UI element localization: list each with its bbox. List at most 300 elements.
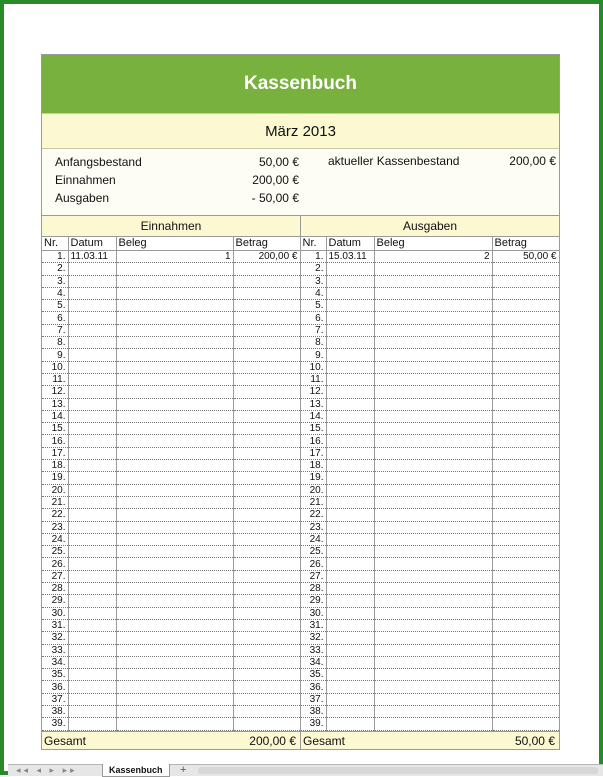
ausgaben-betrag-cell[interactable] <box>492 533 559 545</box>
einnahmen-betrag-cell[interactable] <box>233 632 300 644</box>
ausgaben-betrag-cell[interactable] <box>492 472 559 484</box>
ausgaben-betrag-cell[interactable] <box>492 349 559 361</box>
ausgaben-beleg-cell[interactable] <box>374 460 492 472</box>
ausgaben-beleg-cell[interactable] <box>374 656 492 668</box>
ausgaben-datum-cell[interactable] <box>326 681 374 693</box>
einnahmen-betrag-cell[interactable] <box>233 705 300 717</box>
einnahmen-datum-cell[interactable] <box>68 570 116 582</box>
einnahmen-beleg-cell[interactable] <box>116 546 233 558</box>
row-number: 29. <box>300 595 326 607</box>
ausgaben-beleg-cell[interactable] <box>374 546 492 558</box>
ausgaben-beleg-cell[interactable] <box>374 337 492 349</box>
ausgaben-beleg-cell[interactable] <box>374 373 492 385</box>
einnahmen-beleg-cell[interactable] <box>116 496 233 508</box>
einnahmen-datum-cell[interactable] <box>68 521 116 533</box>
einnahmen-beleg-cell[interactable] <box>116 386 233 398</box>
table-row <box>42 644 559 656</box>
einnahmen-datum-cell[interactable] <box>68 386 116 398</box>
ausgaben-beleg-cell[interactable] <box>374 607 492 619</box>
row-number: 6. <box>300 312 326 324</box>
einnahmen-betrag-cell[interactable] <box>233 312 300 324</box>
einnahmen-betrag-cell[interactable] <box>233 595 300 607</box>
table-row <box>42 619 559 631</box>
ausgaben-datum-cell[interactable] <box>326 447 374 459</box>
einnahmen-betrag-cell[interactable] <box>233 398 300 410</box>
einnahmen-betrag-cell[interactable] <box>233 718 300 730</box>
ausgaben-value[interactable]: - 50,00 € <box>251 191 299 205</box>
ausgaben-beleg-cell[interactable] <box>374 619 492 631</box>
einnahmen-total-value[interactable]: 200,00 € <box>249 733 296 748</box>
ausgaben-beleg-cell[interactable] <box>374 398 492 410</box>
ausgaben-datum-cell[interactable] <box>326 484 374 496</box>
ausgaben-betrag-cell[interactable] <box>492 312 559 324</box>
einnahmen-betrag-cell[interactable] <box>233 386 300 398</box>
ausgaben-beleg-cell[interactable] <box>374 595 492 607</box>
ausgaben-datum-cell[interactable] <box>326 373 374 385</box>
row-number: 15. <box>42 423 68 435</box>
ausgaben-datum-cell[interactable] <box>326 324 374 336</box>
ausgaben-betrag-cell[interactable]: 50,00 € <box>492 251 559 263</box>
einnahmen-datum-cell[interactable] <box>68 595 116 607</box>
ausgaben-datum-cell[interactable] <box>326 644 374 656</box>
einnahmen-betrag-cell[interactable] <box>233 521 300 533</box>
einnahmen-beleg-cell[interactable] <box>116 373 233 385</box>
einnahmen-beleg-cell[interactable] <box>116 472 233 484</box>
einnahmen-datum-cell[interactable]: 11.03.11 <box>68 251 116 263</box>
row-number: 35. <box>42 669 68 681</box>
ausgaben-betrag-cell[interactable] <box>492 644 559 656</box>
ausgaben-datum-cell[interactable] <box>326 583 374 595</box>
summary-block <box>42 148 559 215</box>
ausgaben-datum-cell[interactable] <box>326 693 374 705</box>
ausgaben-datum-cell[interactable] <box>326 632 374 644</box>
kassenbestand-value[interactable]: 200,00 € <box>509 154 556 168</box>
einnahmen-beleg-cell[interactable] <box>116 460 233 472</box>
gesamt-label: Gesamt <box>303 733 346 748</box>
ausgaben-betrag-cell[interactable] <box>492 669 559 681</box>
table-row <box>42 398 559 410</box>
ausgaben-beleg-cell[interactable] <box>374 324 492 336</box>
einnahmen-beleg-cell[interactable] <box>116 619 233 631</box>
ausgaben-beleg-cell[interactable] <box>374 447 492 459</box>
row-number: 12. <box>300 386 326 398</box>
einnahmen-betrag-cell[interactable] <box>233 324 300 336</box>
ausgaben-datum-cell[interactable] <box>326 460 374 472</box>
ausgaben-datum-cell[interactable] <box>326 410 374 422</box>
einnahmen-datum-cell[interactable] <box>68 275 116 287</box>
einnahmen-betrag-cell[interactable] <box>233 337 300 349</box>
ausgaben-beleg-cell[interactable] <box>374 521 492 533</box>
ausgaben-datum-cell[interactable] <box>326 312 374 324</box>
ausgaben-betrag-cell[interactable] <box>492 595 559 607</box>
ausgaben-betrag-cell[interactable] <box>492 324 559 336</box>
ausgaben-datum-cell[interactable] <box>326 521 374 533</box>
einnahmen-beleg-cell[interactable] <box>116 644 233 656</box>
einnahmen-betrag-cell[interactable] <box>233 619 300 631</box>
col-header-betrag: Betrag <box>233 237 300 251</box>
ausgaben-beleg-cell[interactable] <box>374 435 492 447</box>
ausgaben-betrag-cell[interactable] <box>492 423 559 435</box>
ausgaben-betrag-cell[interactable] <box>492 619 559 631</box>
einnahmen-betrag-cell[interactable] <box>233 373 300 385</box>
ausgaben-beleg-cell[interactable] <box>374 423 492 435</box>
einnahmen-beleg-cell[interactable] <box>116 509 233 521</box>
einnahmen-beleg-cell[interactable] <box>116 718 233 730</box>
ausgaben-betrag-cell[interactable] <box>492 484 559 496</box>
einnahmen-datum-cell[interactable] <box>68 669 116 681</box>
ausgaben-datum-cell[interactable] <box>326 595 374 607</box>
einnahmen-beleg-cell[interactable] <box>116 595 233 607</box>
row-number: 3. <box>42 275 68 287</box>
einnahmen-betrag-cell[interactable] <box>233 263 300 275</box>
einnahmen-value[interactable]: 200,00 € <box>252 173 299 187</box>
ausgaben-beleg-cell[interactable] <box>374 287 492 299</box>
einnahmen-betrag-cell[interactable] <box>233 460 300 472</box>
row-number: 27. <box>300 570 326 582</box>
ausgaben-betrag-cell[interactable] <box>492 607 559 619</box>
ausgaben-betrag-cell[interactable] <box>492 693 559 705</box>
ausgaben-beleg-cell[interactable] <box>374 275 492 287</box>
einnahmen-betrag-cell[interactable] <box>233 509 300 521</box>
einnahmen-datum-cell[interactable] <box>68 583 116 595</box>
ausgaben-datum-cell[interactable] <box>326 669 374 681</box>
row-number: 24. <box>300 533 326 545</box>
ausgaben-datum-cell[interactable] <box>326 472 374 484</box>
row-number: 26. <box>300 558 326 570</box>
ausgaben-betrag-cell[interactable] <box>492 570 559 582</box>
ausgaben-betrag-cell[interactable] <box>492 373 559 385</box>
einnahmen-betrag-cell[interactable]: 200,00 € <box>233 251 300 263</box>
ausgaben-betrag-cell[interactable] <box>492 386 559 398</box>
row-number: 23. <box>300 521 326 533</box>
einnahmen-datum-cell[interactable] <box>68 509 116 521</box>
einnahmen-datum-cell[interactable] <box>68 718 116 730</box>
month-label: März 2013 <box>42 113 559 148</box>
ausgaben-datum-cell[interactable] <box>326 300 374 312</box>
einnahmen-betrag-cell[interactable] <box>233 410 300 422</box>
ausgaben-datum-cell[interactable] <box>326 656 374 668</box>
einnahmen-betrag-cell[interactable] <box>233 570 300 582</box>
einnahmen-betrag-cell[interactable] <box>233 435 300 447</box>
einnahmen-beleg-cell[interactable] <box>116 300 233 312</box>
ausgaben-beleg-cell[interactable] <box>374 681 492 693</box>
einnahmen-datum-cell[interactable] <box>68 484 116 496</box>
gesamt-label: Gesamt <box>44 733 87 748</box>
sheet-tab-kassenbuch[interactable]: Kassenbuch <box>102 764 170 777</box>
section-headers <box>42 215 559 236</box>
einnahmen-betrag-cell[interactable] <box>233 287 300 299</box>
ausgaben-beleg-cell[interactable] <box>374 718 492 730</box>
row-number: 31. <box>300 619 326 631</box>
row-number: 13. <box>42 398 68 410</box>
einnahmen-datum-cell[interactable] <box>68 546 116 558</box>
ausgaben-beleg-cell[interactable] <box>374 705 492 717</box>
einnahmen-beleg-cell[interactable] <box>116 287 233 299</box>
einnahmen-beleg-cell[interactable] <box>116 275 233 287</box>
ausgaben-beleg-cell[interactable] <box>374 484 492 496</box>
row-number: 18. <box>42 460 68 472</box>
ausgaben-betrag-cell[interactable] <box>492 447 559 459</box>
einnahmen-beleg-cell[interactable] <box>116 607 233 619</box>
table-row <box>42 693 559 705</box>
ausgaben-beleg-cell[interactable] <box>374 669 492 681</box>
ausgaben-datum-cell[interactable] <box>326 533 374 545</box>
ausgaben-beleg-cell[interactable] <box>374 570 492 582</box>
einnahmen-betrag-cell[interactable] <box>233 484 300 496</box>
einnahmen-betrag-cell[interactable] <box>233 644 300 656</box>
ausgaben-beleg-cell[interactable] <box>374 644 492 656</box>
ausgaben-total-cell <box>301 732 559 749</box>
ausgaben-beleg-cell[interactable] <box>374 496 492 508</box>
einnahmen-beleg-cell[interactable] <box>116 361 233 373</box>
ausgaben-beleg-cell[interactable] <box>374 349 492 361</box>
einnahmen-beleg-cell[interactable] <box>116 423 233 435</box>
ausgaben-betrag-cell[interactable] <box>492 263 559 275</box>
ausgaben-beleg-cell[interactable] <box>374 410 492 422</box>
ausgaben-datum-cell[interactable] <box>326 287 374 299</box>
einnahmen-betrag-cell[interactable] <box>233 681 300 693</box>
ausgaben-datum-cell[interactable] <box>326 361 374 373</box>
einnahmen-beleg-cell[interactable] <box>116 447 233 459</box>
row-number: 39. <box>300 718 326 730</box>
ausgaben-datum-cell[interactable] <box>326 275 374 287</box>
row-number: 11. <box>300 373 326 385</box>
ausgaben-datum-cell[interactable] <box>326 386 374 398</box>
ausgaben-betrag-cell[interactable] <box>492 546 559 558</box>
ausgaben-beleg-cell[interactable] <box>374 361 492 373</box>
einnahmen-beleg-cell[interactable] <box>116 632 233 644</box>
einnahmen-datum-cell[interactable] <box>68 324 116 336</box>
einnahmen-datum-cell[interactable] <box>68 632 116 644</box>
row-number: 17. <box>300 447 326 459</box>
ausgaben-beleg-cell[interactable]: 2 <box>374 251 492 263</box>
einnahmen-beleg-cell[interactable] <box>116 337 233 349</box>
table-row <box>42 324 559 336</box>
einnahmen-betrag-cell[interactable] <box>233 361 300 373</box>
row-number: 22. <box>42 509 68 521</box>
ausgaben-datum-cell[interactable] <box>326 337 374 349</box>
ausgaben-betrag-cell[interactable] <box>492 583 559 595</box>
einnahmen-beleg-cell[interactable] <box>116 410 233 422</box>
ausgaben-beleg-cell[interactable] <box>374 386 492 398</box>
einnahmen-betrag-cell[interactable] <box>233 472 300 484</box>
einnahmen-betrag-cell[interactable] <box>233 656 300 668</box>
einnahmen-beleg-cell[interactable] <box>116 324 233 336</box>
einnahmen-beleg-cell[interactable] <box>116 558 233 570</box>
row-number: 21. <box>42 496 68 508</box>
einnahmen-datum-cell[interactable] <box>68 681 116 693</box>
ausgaben-beleg-cell[interactable] <box>374 263 492 275</box>
einnahmen-datum-cell[interactable] <box>68 619 116 631</box>
ausgaben-datum-cell[interactable] <box>326 398 374 410</box>
ausgaben-datum-cell[interactable] <box>326 349 374 361</box>
row-number: 9. <box>42 349 68 361</box>
einnahmen-beleg-cell[interactable] <box>116 435 233 447</box>
ausgaben-datum-cell[interactable] <box>326 509 374 521</box>
einnahmen-datum-cell[interactable] <box>68 435 116 447</box>
einnahmen-beleg-cell[interactable] <box>116 583 233 595</box>
einnahmen-datum-cell[interactable] <box>68 693 116 705</box>
ausgaben-datum-cell[interactable] <box>326 570 374 582</box>
ausgaben-beleg-cell[interactable] <box>374 693 492 705</box>
ledger-table <box>42 236 560 731</box>
einnahmen-betrag-cell[interactable] <box>233 669 300 681</box>
einnahmen-beleg-cell[interactable] <box>116 570 233 582</box>
ausgaben-betrag-cell[interactable] <box>492 558 559 570</box>
einnahmen-datum-cell[interactable] <box>68 373 116 385</box>
table-row <box>42 312 559 324</box>
ausgaben-datum-cell[interactable] <box>326 558 374 570</box>
tab-navigation-icons[interactable]: ◂◂ ◂ ▸ ▸▸ <box>16 765 78 775</box>
ausgaben-beleg-cell[interactable] <box>374 632 492 644</box>
ausgaben-beleg-cell[interactable] <box>374 312 492 324</box>
ausgaben-betrag-cell[interactable] <box>492 361 559 373</box>
einnahmen-betrag-cell[interactable] <box>233 275 300 287</box>
einnahmen-datum-cell[interactable] <box>68 410 116 422</box>
einnahmen-datum-cell[interactable] <box>68 287 116 299</box>
ausgaben-beleg-cell[interactable] <box>374 533 492 545</box>
einnahmen-beleg-cell[interactable] <box>116 656 233 668</box>
ausgaben-datum-cell[interactable] <box>326 263 374 275</box>
ausgaben-beleg-cell[interactable] <box>374 509 492 521</box>
ausgaben-beleg-cell[interactable] <box>374 558 492 570</box>
einnahmen-datum-cell[interactable] <box>68 472 116 484</box>
einnahmen-betrag-cell[interactable] <box>233 607 300 619</box>
ausgaben-datum-cell[interactable] <box>326 607 374 619</box>
ausgaben-datum-cell[interactable] <box>326 546 374 558</box>
ausgaben-betrag-cell[interactable] <box>492 705 559 717</box>
table-row <box>42 558 559 570</box>
einnahmen-datum-cell[interactable] <box>68 656 116 668</box>
ausgaben-betrag-cell[interactable] <box>492 509 559 521</box>
ausgaben-datum-cell[interactable] <box>326 705 374 717</box>
row-number: 25. <box>300 546 326 558</box>
einnahmen-betrag-cell[interactable] <box>233 583 300 595</box>
ausgaben-datum-cell[interactable]: 15.03.11 <box>326 251 374 263</box>
einnahmen-beleg-cell[interactable] <box>116 533 233 545</box>
row-number: 16. <box>42 435 68 447</box>
einnahmen-betrag-cell[interactable] <box>233 447 300 459</box>
table-row <box>42 718 559 730</box>
einnahmen-beleg-cell[interactable] <box>116 521 233 533</box>
ausgaben-betrag-cell[interactable] <box>492 656 559 668</box>
row-number: 28. <box>42 583 68 595</box>
row-number: 23. <box>42 521 68 533</box>
einnahmen-beleg-cell[interactable] <box>116 693 233 705</box>
ausgaben-beleg-cell[interactable] <box>374 300 492 312</box>
ausgaben-total-value[interactable]: 50,00 € <box>514 733 555 748</box>
ausgaben-datum-cell[interactable] <box>326 619 374 631</box>
einnahmen-total-cell <box>42 732 301 749</box>
einnahmen-datum-cell[interactable] <box>68 263 116 275</box>
einnahmen-datum-cell[interactable] <box>68 460 116 472</box>
einnahmen-datum-cell[interactable] <box>68 533 116 545</box>
einnahmen-datum-cell[interactable] <box>68 398 116 410</box>
einnahmen-datum-cell[interactable] <box>68 423 116 435</box>
einnahmen-datum-cell[interactable] <box>68 644 116 656</box>
einnahmen-beleg-cell[interactable]: 1 <box>116 251 233 263</box>
horizontal-scrollbar[interactable] <box>198 767 598 774</box>
ausgaben-datum-cell[interactable] <box>326 718 374 730</box>
ausgaben-betrag-cell[interactable] <box>492 496 559 508</box>
einnahmen-betrag-cell[interactable] <box>233 558 300 570</box>
col-header-betrag: Betrag <box>492 237 559 251</box>
ausgaben-datum-cell[interactable] <box>326 435 374 447</box>
table-row <box>42 435 559 447</box>
ausgaben-betrag-cell[interactable] <box>492 681 559 693</box>
ausgaben-betrag-cell[interactable] <box>492 410 559 422</box>
einnahmen-datum-cell[interactable] <box>68 447 116 459</box>
row-number: 8. <box>42 337 68 349</box>
einnahmen-betrag-cell[interactable] <box>233 546 300 558</box>
ausgaben-betrag-cell[interactable] <box>492 521 559 533</box>
row-number: 4. <box>42 287 68 299</box>
ausgaben-beleg-cell[interactable] <box>374 583 492 595</box>
ausgaben-betrag-cell[interactable] <box>492 435 559 447</box>
kassenbestand-label: aktueller Kassenbestand <box>328 154 460 168</box>
einnahmen-datum-cell[interactable] <box>68 300 116 312</box>
einnahmen-beleg-cell[interactable] <box>116 398 233 410</box>
row-number: 39. <box>42 718 68 730</box>
ausgaben-betrag-cell[interactable] <box>492 718 559 730</box>
add-sheet-icon[interactable]: + <box>180 764 187 776</box>
einnahmen-beleg-cell[interactable] <box>116 263 233 275</box>
einnahmen-datum-cell[interactable] <box>68 705 116 717</box>
row-number: 1. <box>300 251 326 263</box>
einnahmen-betrag-cell[interactable] <box>233 533 300 545</box>
ausgaben-beleg-cell[interactable] <box>374 472 492 484</box>
ausgaben-betrag-cell[interactable] <box>492 460 559 472</box>
ausgaben-betrag-cell[interactable] <box>492 287 559 299</box>
ausgaben-betrag-cell[interactable] <box>492 398 559 410</box>
ausgaben-datum-cell[interactable] <box>326 496 374 508</box>
einnahmen-betrag-cell[interactable] <box>233 693 300 705</box>
table-row <box>42 386 559 398</box>
ausgaben-betrag-cell[interactable] <box>492 275 559 287</box>
row-number: 22. <box>300 509 326 521</box>
einnahmen-betrag-cell[interactable] <box>233 349 300 361</box>
einnahmen-datum-cell[interactable] <box>68 558 116 570</box>
ausgaben-betrag-cell[interactable] <box>492 337 559 349</box>
ausgaben-betrag-cell[interactable] <box>492 300 559 312</box>
einnahmen-datum-cell[interactable] <box>68 349 116 361</box>
einnahmen-beleg-cell[interactable] <box>116 312 233 324</box>
row-number: 25. <box>42 546 68 558</box>
einnahmen-datum-cell[interactable] <box>68 312 116 324</box>
einnahmen-datum-cell[interactable] <box>68 361 116 373</box>
table-row <box>42 287 559 299</box>
einnahmen-betrag-cell[interactable] <box>233 423 300 435</box>
einnahmen-datum-cell[interactable] <box>68 496 116 508</box>
einnahmen-beleg-cell[interactable] <box>116 349 233 361</box>
einnahmen-datum-cell[interactable] <box>68 337 116 349</box>
einnahmen-betrag-cell[interactable] <box>233 496 300 508</box>
row-number: 26. <box>42 558 68 570</box>
anfangsbestand-value[interactable]: 50,00 € <box>258 155 299 169</box>
row-number: 38. <box>300 705 326 717</box>
table-row <box>42 300 559 312</box>
einnahmen-betrag-cell[interactable] <box>233 300 300 312</box>
einnahmen-datum-cell[interactable] <box>68 607 116 619</box>
einnahmen-beleg-cell[interactable] <box>116 484 233 496</box>
row-number: 11. <box>42 373 68 385</box>
ausgaben-betrag-cell[interactable] <box>492 632 559 644</box>
einnahmen-beleg-cell[interactable] <box>116 681 233 693</box>
ausgaben-datum-cell[interactable] <box>326 423 374 435</box>
einnahmen-beleg-cell[interactable] <box>116 669 233 681</box>
einnahmen-beleg-cell[interactable] <box>116 705 233 717</box>
row-number: 37. <box>300 693 326 705</box>
